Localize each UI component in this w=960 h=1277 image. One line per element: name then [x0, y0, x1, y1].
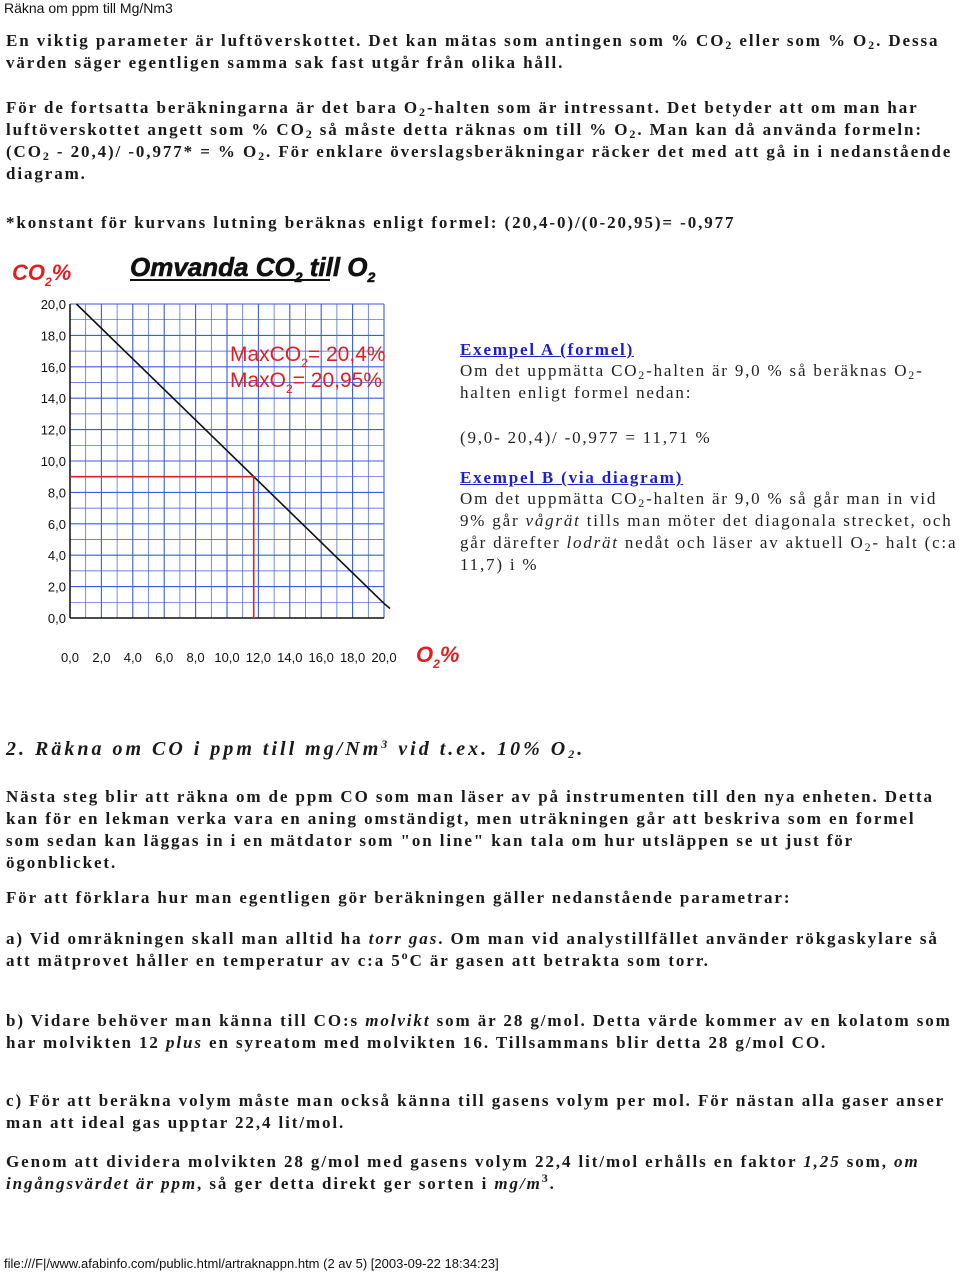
y-tick-label: 18,0: [40, 328, 66, 344]
x-tick-label: 12,0: [245, 650, 272, 665]
page-header-title: Räkna om ppm till Mg/Nm3: [4, 0, 173, 16]
section-2-heading: 2. Räkna om CO i ppm till mg/Nm$^3$ vid t.ex. 10% $O_2$.: [6, 737, 586, 761]
conclusion-paragraph: Genom att dividera molvikten 28 g/mol med gasens volym 22,4 lit/mol erhålls en faktor 1,25 som, om ingångsvärdet är ppm, så ger detta direkt ger sorten i $mg/m^3$.: [6, 1152, 920, 1193]
y-tick-label: 6,0: [47, 516, 66, 532]
x-tick-label: 6,0: [155, 650, 174, 665]
example-a-text: Om det uppmätta $CO_2$-halten är 9,0 % så beräknas $O_2$-halten enligt formel nedan:: [460, 361, 924, 402]
x-tick-label: 4,0: [123, 650, 142, 665]
intro-paragraph-3: *konstant för kurvans lutning beräknas enligt formel: (20,4-0)/(0-20,95)= -0,977: [6, 213, 736, 232]
y-tick-label: 12,0: [40, 422, 66, 438]
annotation-max-co2: MaxCO$_2$= 20,4%: [230, 343, 386, 370]
y-tick-label: 14,0: [40, 391, 66, 407]
svg-text:Omvanda CO2 till O2: Omvanda $CO_2$ till $O_2$: [130, 252, 376, 285]
y-tick-label: 8,0: [47, 485, 66, 501]
y-tick-label: 0,0: [47, 611, 66, 626]
example-a-title: Exempel A (formel): [460, 340, 635, 359]
intro-paragraph-1: En viktig parameter är luftöverskottet. Det kan mätas som antingen som % $CO_2$ eller som % $O_2$. Dessa värden säger egentligen samma sak fast utgår från olika håll.: [6, 31, 940, 72]
example-a-formula: (9,0- 20,4)/ -0,977 = 11,71 %: [460, 428, 712, 447]
x-tick-label: 20,0: [371, 650, 397, 665]
x-tick-label: 16,0: [308, 650, 334, 665]
section-2-paragraph-1: Nästa steg blir att räkna om de ppm CO som man läser av på instrumenten till den nya enheten. Detta kan för en lekman verka vara en aning omständigt, men uträkningen går att beskriva som en formel som sedan kan läggas in i en mätdator som "on line" kan tala om hur utsläppen se ut just för ögonblicket.: [6, 787, 934, 872]
section-2-paragraph-2: För att förklara hur man egentligen gör beräkningen gäller nedanstående parametrar:: [6, 888, 792, 907]
x-tick-label: 2,0: [92, 650, 111, 665]
x-axis-label: $O_2\%$: [416, 642, 460, 671]
y-axis-label: $CO_2\%$: [12, 260, 72, 289]
x-tick-label: 0,0: [60, 650, 80, 665]
y-tick-label: 20,0: [40, 297, 66, 312]
co2-to-o2-chart: [0, 246, 460, 686]
annotation-max-o2: MaxO$_2$= 20,95%: [230, 369, 383, 396]
y-tick-label: 10,0: [40, 454, 66, 469]
x-tick-label: 10,0: [214, 650, 240, 665]
chart-title: [130, 252, 376, 285]
parameter-b: b) Vidare behöver man känna till CO:s molvikt som är 28 g/mol. Detta värde kommer av en kolatom som har molvikten 12 plus en syreatom med molvikten 16. Tillsammans blir detta 28 g/mol CO.: [6, 1011, 952, 1052]
y-tick-label: 4,0: [47, 548, 66, 564]
x-tick-label: 14,0: [277, 650, 303, 665]
y-tick-label: 2,0: [47, 579, 66, 595]
diagonal-line-tail: [384, 603, 390, 608]
parameter-a: a) Vid omräkningen skall man alltid ha torr gas. Om man vid analystillfället använder rökgaskylare så att mätprovet håller en temperatur av c:a 5$^o$C är gasen att betrakta som torr.: [6, 929, 939, 970]
example-b-title: Exempel B (via diagram): [460, 468, 684, 487]
x-tick-label: 8,0: [186, 650, 205, 665]
parameter-c: c) För att beräkna volym måste man också känna till gasens volym per mol. För nästan alla gaser anser man att ideal gas upptar 22,4 lit/mol.: [6, 1091, 945, 1132]
intro-paragraph-2: För de fortsatta beräkningarna är det bara $O_2$-halten som är intressant. Det betyder att om man har luftöverskottet angett som % $CO_2$ så måste detta räknas om till % $O_2$. Man kan då använda formeln: $(CO_2 - 20,4)/$ -0,977* = % $O_2$. För enklare överslagsberäkningar räcker det med att gå in i nedanstående diagram.: [6, 98, 953, 183]
y-tick-label: 16,0: [40, 359, 66, 375]
page-footer-url: file:///F|/www.afabinfo.com/public.html/artraknappn.htm (2 av 5) [2003-09-22 18:34:23]: [4, 1256, 499, 1271]
example-b-text: Om det uppmätta $CO_2$-halten är 9,0 % så går man in vid 9% går vågrät tills man möter det diagonala strecket, och går därefter lodrät nedåt och läser av aktuell $O_2-$ halt (c:a 11,7) i %: [460, 489, 958, 574]
x-tick-label: 18,0: [339, 650, 366, 665]
